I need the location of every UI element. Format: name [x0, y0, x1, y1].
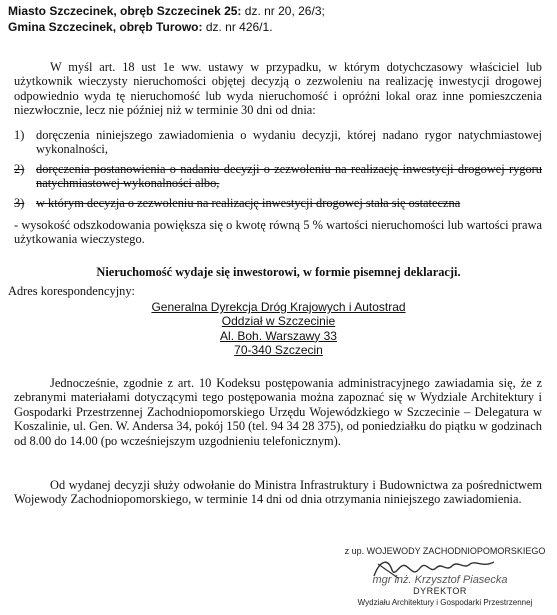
location-2-rest: dz. nr 426/1.	[202, 20, 273, 34]
address-line-2: Oddział w Szczecinie	[221, 314, 336, 329]
location-2-bold: Gmina Szczecinek, obręb Turowo:	[8, 20, 203, 34]
list-item-2	[14, 162, 542, 191]
list-item-1-num: 1)	[14, 128, 25, 142]
address-block	[0, 300, 557, 358]
declaration-heading: Nieruchomość wydaje się inwestorowi, w formie pisemnej deklaracji.	[96, 265, 461, 279]
stamp-name: mgr inż. Krzysztof Piasecka	[372, 574, 508, 586]
notice-paragraph: Jednocześnie, zgodnie z art. 10 Kodeksu postępowania administracyjnego zawiadamia się, że z zebranymi materiałami dotyczącymi tego postępowania można zapoznać się w Wydziale Architektury i Gospodarki Przestrzennej Zachodniopomorskiego Urzędu Wojewódzkiego w Szczecinie – Delegatura w Koszalinie, ul. Gen. W. Andersa 34, pokój 150 (tel. 94 34 28 375), od poniedziałku do piątku w godzinach od 8.00 do 14.00 (po wcześniejszym uzgodnieniu telefonicznym).	[14, 376, 542, 448]
address-line-1: Generalna Dyrekcja Dróg Krajowych i Autostrad	[151, 300, 406, 314]
list-item-3-num: 3)	[14, 196, 25, 210]
stamp-department: Wydziału Architektury i Gospodarki Przestrzennej	[357, 598, 533, 607]
list-item-2-num: 2)	[14, 162, 25, 176]
location-1-bold: Miasto Szczecinek, obręb Szczecinek 25:	[8, 4, 242, 18]
location-1-rest: dz. nr 20, 26/3;	[241, 4, 325, 18]
list-item-3-text: w którym decyzja o zezwoleniu na realizację inwestycji drogowej stała się ostateczna	[36, 196, 461, 210]
address-line-3: Al. Boh. Warszawy 33	[220, 328, 337, 343]
address-label: Adres korespondencyjny:	[8, 284, 135, 298]
stamp-title: DYREKTOR	[413, 586, 467, 596]
list-item-1	[14, 128, 542, 157]
list-item-3	[14, 196, 542, 210]
location-line-1	[8, 4, 536, 18]
intro-paragraph: W myśl art. 18 ust 1e ww. ustawy w przypadku, w którym dotychczasowy właściciel lub użytkownik wieczysty nieruchomości objętej decyzją o zezwoleniu na realizację inwestycji drogowej odpowiednio wyda tę nieruchomość lub wyda nieruchomość i opróżni lokal oraz inne pomieszczenia niezwłocznie, lecz nie później niż w terminie 30 dni od dnia:	[14, 60, 542, 118]
compensation-paragraph: - wysokość odszkodowania powiększa się o kwotę równą 5 % wartości nieruchomości lub wartości prawa użytkowania wieczystego.	[14, 218, 542, 247]
list-item-1-text: doręczenia niniejszego zawiadomienia o wydaniu decyzji, której nadano rygor natychmiastowej wykonalności,	[36, 128, 542, 157]
location-line-2	[8, 20, 536, 34]
list-item-2-text: doręczenia postanowienia o nadaniu decyzji o zezwoleniu na realizację inwestycji drogowej rygoru natychmiastowej wykonalności albo,	[36, 162, 542, 191]
appeal-paragraph: Od wydanej decyzji służy odwołanie do Ministra Infrastruktury i Budownictwa za pośrednictwem Wojewody Zachodniopomorskiego, w terminie 14 dni od dnia otrzymania niniejszego zawiadomienia.	[14, 478, 542, 507]
address-line-4: 70-340 Szczecin	[234, 343, 323, 358]
stamp-authority: z up. WOJEWODY ZACHODNIOPOMORSKIEGO	[344, 546, 546, 556]
